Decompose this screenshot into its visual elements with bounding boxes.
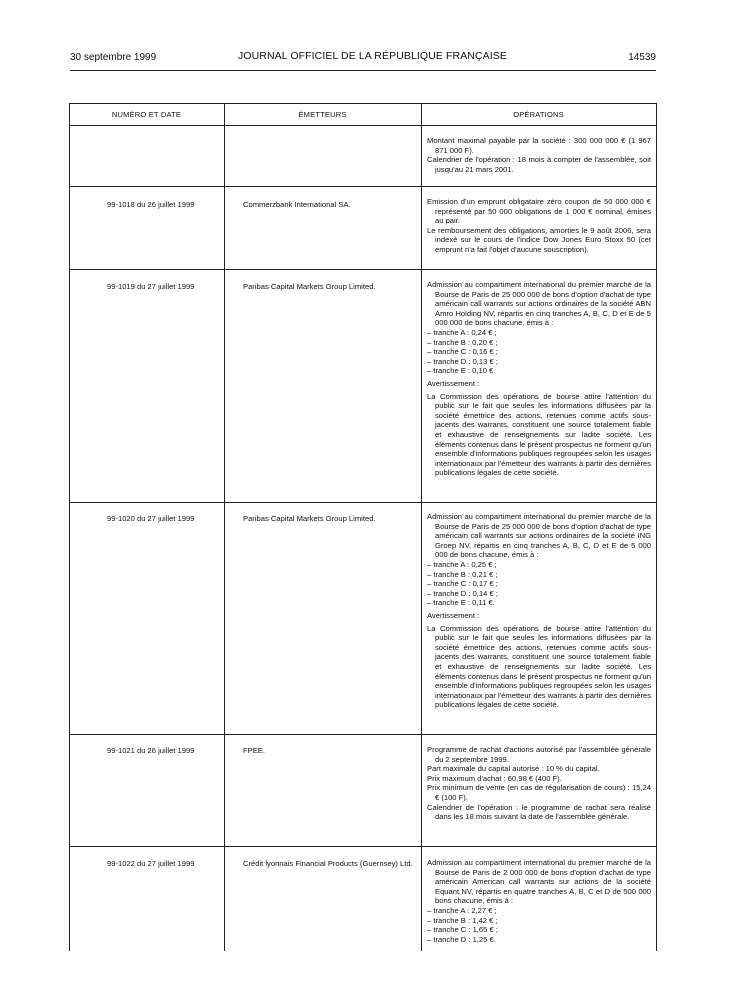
table-row-operations [427, 136, 651, 174]
tranche-item: – tranche D : 0,13 € ; [427, 356, 498, 366]
row-issuer: Paribas Capital Markets Group Limited. [243, 282, 376, 291]
column-divider [224, 103, 225, 951]
table-row-operations [427, 280, 651, 478]
table-row-operations [427, 745, 651, 822]
tranche-item: – tranche A : 0,25 € ; [427, 559, 497, 569]
operations-table [69, 103, 657, 951]
tranche-item: – tranche B : 1,42 € ; [427, 915, 498, 925]
table-border-right [656, 103, 657, 951]
journal-title: JOURNAL OFFICIEL DE LA RÉPUBLIQUE FRANÇAISE [238, 50, 507, 62]
operation-line: Prix maximum d'achat : 60,98 € (400 F). [427, 773, 562, 783]
row-issuer: Commerzbank International SA. [243, 200, 351, 209]
table-row-operations [427, 197, 651, 255]
operation-intro: Admission au compartiment international du premier marché de la Bourse de Paris de 25 000 000 de bons d'option d'achat de type américain call warrants sur actions ordinaires de la société ING Groep NV, répartis en cinq tranches A, B, C, D et E de 5 000 000 de bons chacune, émis à : [427, 512, 651, 560]
row-number-date: 99-1021 du 26 juillet 1999 [107, 746, 195, 755]
row-number-date: 99-1019 du 27 juillet 1999 [107, 282, 195, 291]
table-row-operations [427, 512, 651, 710]
operation-line: Calendrier de l'opération : 18 mois à compter de l'assemblée, soit jusqu'au 21 mars 2001. [427, 155, 651, 174]
operation-line: Le remboursement des obligations, amorties le 9 août 2006, sera indexé sur le cours de l'indice Dow Jones Euro Stoxx 50 (cet emprunt n'a fait l'objet d'aucune souscription). [427, 225, 651, 254]
page-number: 14539 [628, 52, 656, 63]
operation-line: Prix minimum de vente (en cas de régularisation de cours) : 15,24 € (100 F). [427, 783, 651, 802]
tranche-item: – tranche B : 0,20 € ; [427, 337, 498, 347]
row-number-date: 99-1018 du 26 juillet 1999 [107, 200, 195, 209]
row-divider [69, 734, 657, 735]
tranche-item: – tranche D : 0,14 € ; [427, 588, 498, 598]
row-number-date: 99-1022 du 27 juillet 1999 [107, 859, 195, 868]
warning-text: La Commission des opérations de bourse attire l'attention du public sur le fait que seules les informations diffusées par la société émettrice des actions, retenues comme actifs sous-jacents des warrants, constituent une source totalement fiable et exhaustive de renseignements sur ladite société. Les éléments contenus dans le présent prospectus ne forment qu'un ensemble d'informations publiques regroupées selon les usages internationaux par l'émetteur des warrants à partir des dernières publications légales de cette société. [427, 391, 651, 478]
tranche-item: – tranche E : 0,11 €. [427, 598, 495, 608]
operation-intro: Admission au compartiment international du premier marché de la Bourse de Paris de 25 000 000 de bons d'option d'achat de type américain call warrants sur actions ordinaires de la société ABN Amro Holding NV, répartis en cinq tranches A, B, C, D et E de 5 000 000 de bons chacune, émis à : [427, 280, 651, 328]
row-divider [69, 502, 657, 503]
warning-text: La Commission des opérations de bourse attire l'attention du public sur le fait que seules les informations diffusées par la société émettrice des actions, retenues comme actifs sous-jacents des warrants, constituent une source totalement fiable et exhaustive de renseignements sur ladite société. Les éléments contenus dans le présent prospectus ne forment qu'un ensemble d'informations publiques regroupées selon les usages internationaux par l'émetteur des warrants à partir des dernières publications légales de cette société. [427, 623, 651, 710]
column-header-issuers: ÉMETTEURS [298, 110, 347, 119]
column-divider [421, 103, 422, 951]
tranche-item: – tranche D : 1,25 €. [427, 934, 496, 944]
operation-line: Calendrier de l'opération : le programme de rachat sera réalisé dans les 18 mois suivant la date de l'assemblée générale. [427, 802, 651, 822]
warning-title: Avertissement : [427, 610, 480, 620]
table-border-left [69, 103, 70, 951]
row-issuer: Paribas Capital Markets Group Limited. [243, 514, 376, 523]
tranche-item: – tranche A : 2,27 € ; [427, 905, 497, 915]
header-row-divider [69, 125, 657, 126]
table-row-operations [427, 858, 651, 944]
operation-line: Programme de rachat d'actions autorisé par l'assemblée générale du 2 septembre 1999. [427, 745, 651, 764]
operation-line: Emission d'un emprunt obligataire zéro coupon de 50 000 000 € représenté par 50 000 obligations de 1 000 € nominal, émises au pair. [427, 197, 651, 226]
column-header-number: NUMÉRO ET DATE [111, 110, 182, 119]
header-divider [70, 70, 656, 71]
operation-line: Part maximale du capital autorisé : 10 % du capital. [427, 764, 600, 774]
row-issuer: FPEE. [243, 746, 265, 755]
tranche-item: – tranche B : 0,21 € ; [427, 569, 498, 579]
row-divider [69, 269, 657, 270]
column-header-operations: OPÉRATIONS [513, 110, 564, 119]
table-border-top [69, 103, 657, 104]
tranche-item: – tranche A : 0,24 € ; [427, 327, 497, 337]
warning-title: Avertissement : [427, 378, 480, 388]
operation-intro: Admission au compartiment international du premier marché de la Bourse de Paris de 2 000 000 de bons d'option d'achat de type américain American call warrants sur actions de la société Equant NV, répartis en quatre tranches A, B, C et D de 500 000 bons chacune, émis à : [427, 858, 651, 906]
tranche-item: – tranche C : 1,65 € ; [427, 925, 498, 935]
operation-line: Montant maximal payable par la société : 300 000 000 € (1 967 871 000 F). [427, 136, 651, 155]
tranche-item: – tranche E : 0,10 €. [427, 366, 496, 376]
row-divider [69, 186, 657, 187]
header-date: 30 septembre 1999 [70, 52, 157, 63]
row-issuer: Crédit lyonnais Financial Products (Guernsey) Ltd. [243, 859, 413, 868]
tranche-item: – tranche C : 0,17 € ; [427, 579, 498, 589]
row-divider [69, 846, 657, 847]
row-number-date: 99-1020 du 27 juillet 1999 [107, 514, 195, 523]
tranche-item: – tranche C : 0,16 € ; [427, 347, 498, 357]
page-header [70, 50, 656, 66]
